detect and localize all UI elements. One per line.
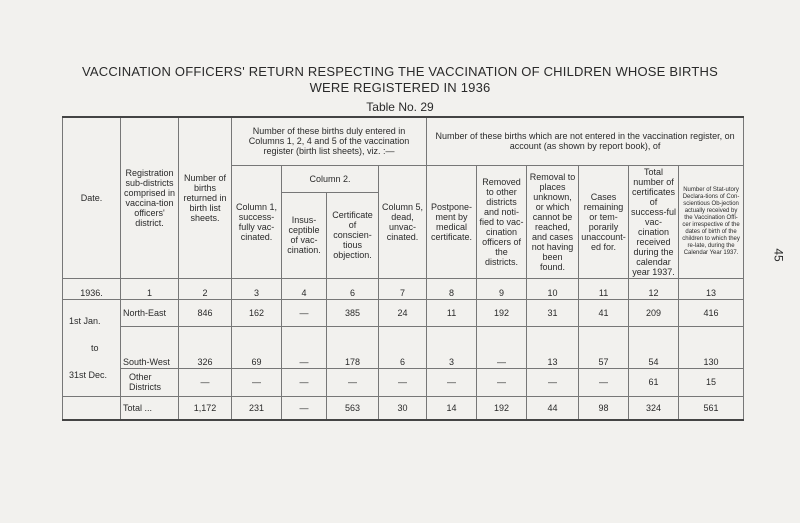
colnum: 9 xyxy=(477,278,527,299)
colnum: 6 xyxy=(327,278,379,299)
total-cell: 324 xyxy=(629,396,679,420)
colnum: 2 xyxy=(179,278,232,299)
cell: 24 xyxy=(379,299,427,326)
district-name: North-East xyxy=(121,299,179,326)
cell: — xyxy=(232,368,282,396)
total-cell: 14 xyxy=(427,396,477,420)
colnum: 1936. xyxy=(63,278,121,299)
cell: 54 xyxy=(629,326,679,368)
header-not-entered-group: Number of these births which are not entered in the vaccination register, on account (as shown by report book), of xyxy=(427,117,744,165)
cell: 385 xyxy=(327,299,379,326)
cell: 61 xyxy=(629,368,679,396)
cell: — xyxy=(477,368,527,396)
total-cell: 30 xyxy=(379,396,427,420)
date-end: 31st Dec. xyxy=(69,369,108,380)
cell: 13 xyxy=(527,326,579,368)
header-insusceptible: Insus-ceptible of vac-cination. xyxy=(282,192,327,278)
cell: — xyxy=(282,299,327,326)
colnum: 1 xyxy=(121,278,179,299)
date-to: to xyxy=(91,342,99,353)
header-entered-group: Number of these births duly entered in Columns 1, 2, 4 and 5 of the vaccination register (birth list sheets), viz. :— xyxy=(232,117,427,165)
total-cell: 231 xyxy=(232,396,282,420)
cell: 69 xyxy=(232,326,282,368)
total-label: Total ... xyxy=(121,396,179,420)
cell: 192 xyxy=(477,299,527,326)
header-total-certificates: Total number of certificates of success-ful vac-cination received during the calendar year 1937. xyxy=(629,165,679,278)
title-line-1: VACCINATION OFFICERS' RETURN RESPECTING THE VACCINATION OF CHILDREN WHOSE BIRTHS xyxy=(81,64,719,79)
cell: 31 xyxy=(527,299,579,326)
total-cell: — xyxy=(282,396,327,420)
table-number: Table No. 29 xyxy=(366,100,434,114)
header-cases-remaining: Cases remaining or tem-porarily unaccount-ed for. xyxy=(579,165,629,278)
cell: 6 xyxy=(379,326,427,368)
date-from: 1st Jan. xyxy=(69,315,101,326)
cell: 326 xyxy=(179,326,232,368)
cell: 162 xyxy=(232,299,282,326)
cell: 57 xyxy=(579,326,629,368)
total-cell: 192 xyxy=(477,396,527,420)
cell: 416 xyxy=(679,299,744,326)
date-range xyxy=(63,299,121,396)
cell: — xyxy=(477,326,527,368)
colnum: 12 xyxy=(629,278,679,299)
total-cell: 98 xyxy=(579,396,629,420)
total-cell: 563 xyxy=(327,396,379,420)
cell: — xyxy=(427,368,477,396)
total-cell: 44 xyxy=(527,396,579,420)
cell: 209 xyxy=(629,299,679,326)
header-removal-unknown: Removal to places unknown, or which cannot be reached, and cases not having been found. xyxy=(527,165,579,278)
cell: 130 xyxy=(679,326,744,368)
header-date: Date. xyxy=(63,117,121,278)
title-line-2: WERE REGISTERED IN 1936 xyxy=(309,80,491,95)
cell: — xyxy=(179,368,232,396)
vaccination-table xyxy=(62,116,744,421)
report-title xyxy=(0,64,800,96)
header-number-returned: Number of births returned in birth list sheets. xyxy=(179,117,232,278)
cell: 41 xyxy=(579,299,629,326)
header-postponement: Postpone-ment by medical certificate. xyxy=(427,165,477,278)
colnum: 11 xyxy=(579,278,629,299)
total-cell: 561 xyxy=(679,396,744,420)
colnum: 8 xyxy=(427,278,477,299)
header-col5: Column 5, dead, unvac-cinated. xyxy=(379,165,427,278)
cell: — xyxy=(379,368,427,396)
header-statutory: Number of Stat-utory Declara-tions of Con-scientious Ob-jection actually received by the Vaccination Offi-cer irrespective of the dates of birth of the children to which they re-late, during the Calendar Year 1937. xyxy=(679,165,744,278)
cell: 846 xyxy=(179,299,232,326)
cell: 15 xyxy=(679,368,744,396)
total-blank xyxy=(63,396,121,420)
header-certificate: Certificate of conscien-tious objection. xyxy=(327,192,379,278)
cell: 3 xyxy=(427,326,477,368)
cell: — xyxy=(327,368,379,396)
header-registration: Registration sub-districts comprised in vaccina-tion officers' district. xyxy=(121,117,179,278)
header-removed: Removed to other districts and noti-fied to vac-cination officers of the districts. xyxy=(477,165,527,278)
colnum: 3 xyxy=(232,278,282,299)
colnum: 10 xyxy=(527,278,579,299)
table-row xyxy=(63,326,744,368)
total-cell: 1,172 xyxy=(179,396,232,420)
table-row xyxy=(63,299,744,326)
cell: — xyxy=(282,326,327,368)
colnum: 4 xyxy=(282,278,327,299)
total-row xyxy=(63,396,744,420)
cell: — xyxy=(282,368,327,396)
cell: — xyxy=(579,368,629,396)
cell: 11 xyxy=(427,299,477,326)
district-name: Other Districts xyxy=(121,368,179,396)
colnum: 7 xyxy=(379,278,427,299)
cell: — xyxy=(527,368,579,396)
cell: 178 xyxy=(327,326,379,368)
header-column2: Column 2. xyxy=(282,165,379,192)
column-number-row xyxy=(63,278,744,299)
page-number: 45 xyxy=(771,248,786,262)
colnum: 13 xyxy=(679,278,744,299)
district-name: South-West xyxy=(121,326,179,368)
table-row xyxy=(63,368,744,396)
header-col1: Column 1, success-fully vac-cinated. xyxy=(232,165,282,278)
